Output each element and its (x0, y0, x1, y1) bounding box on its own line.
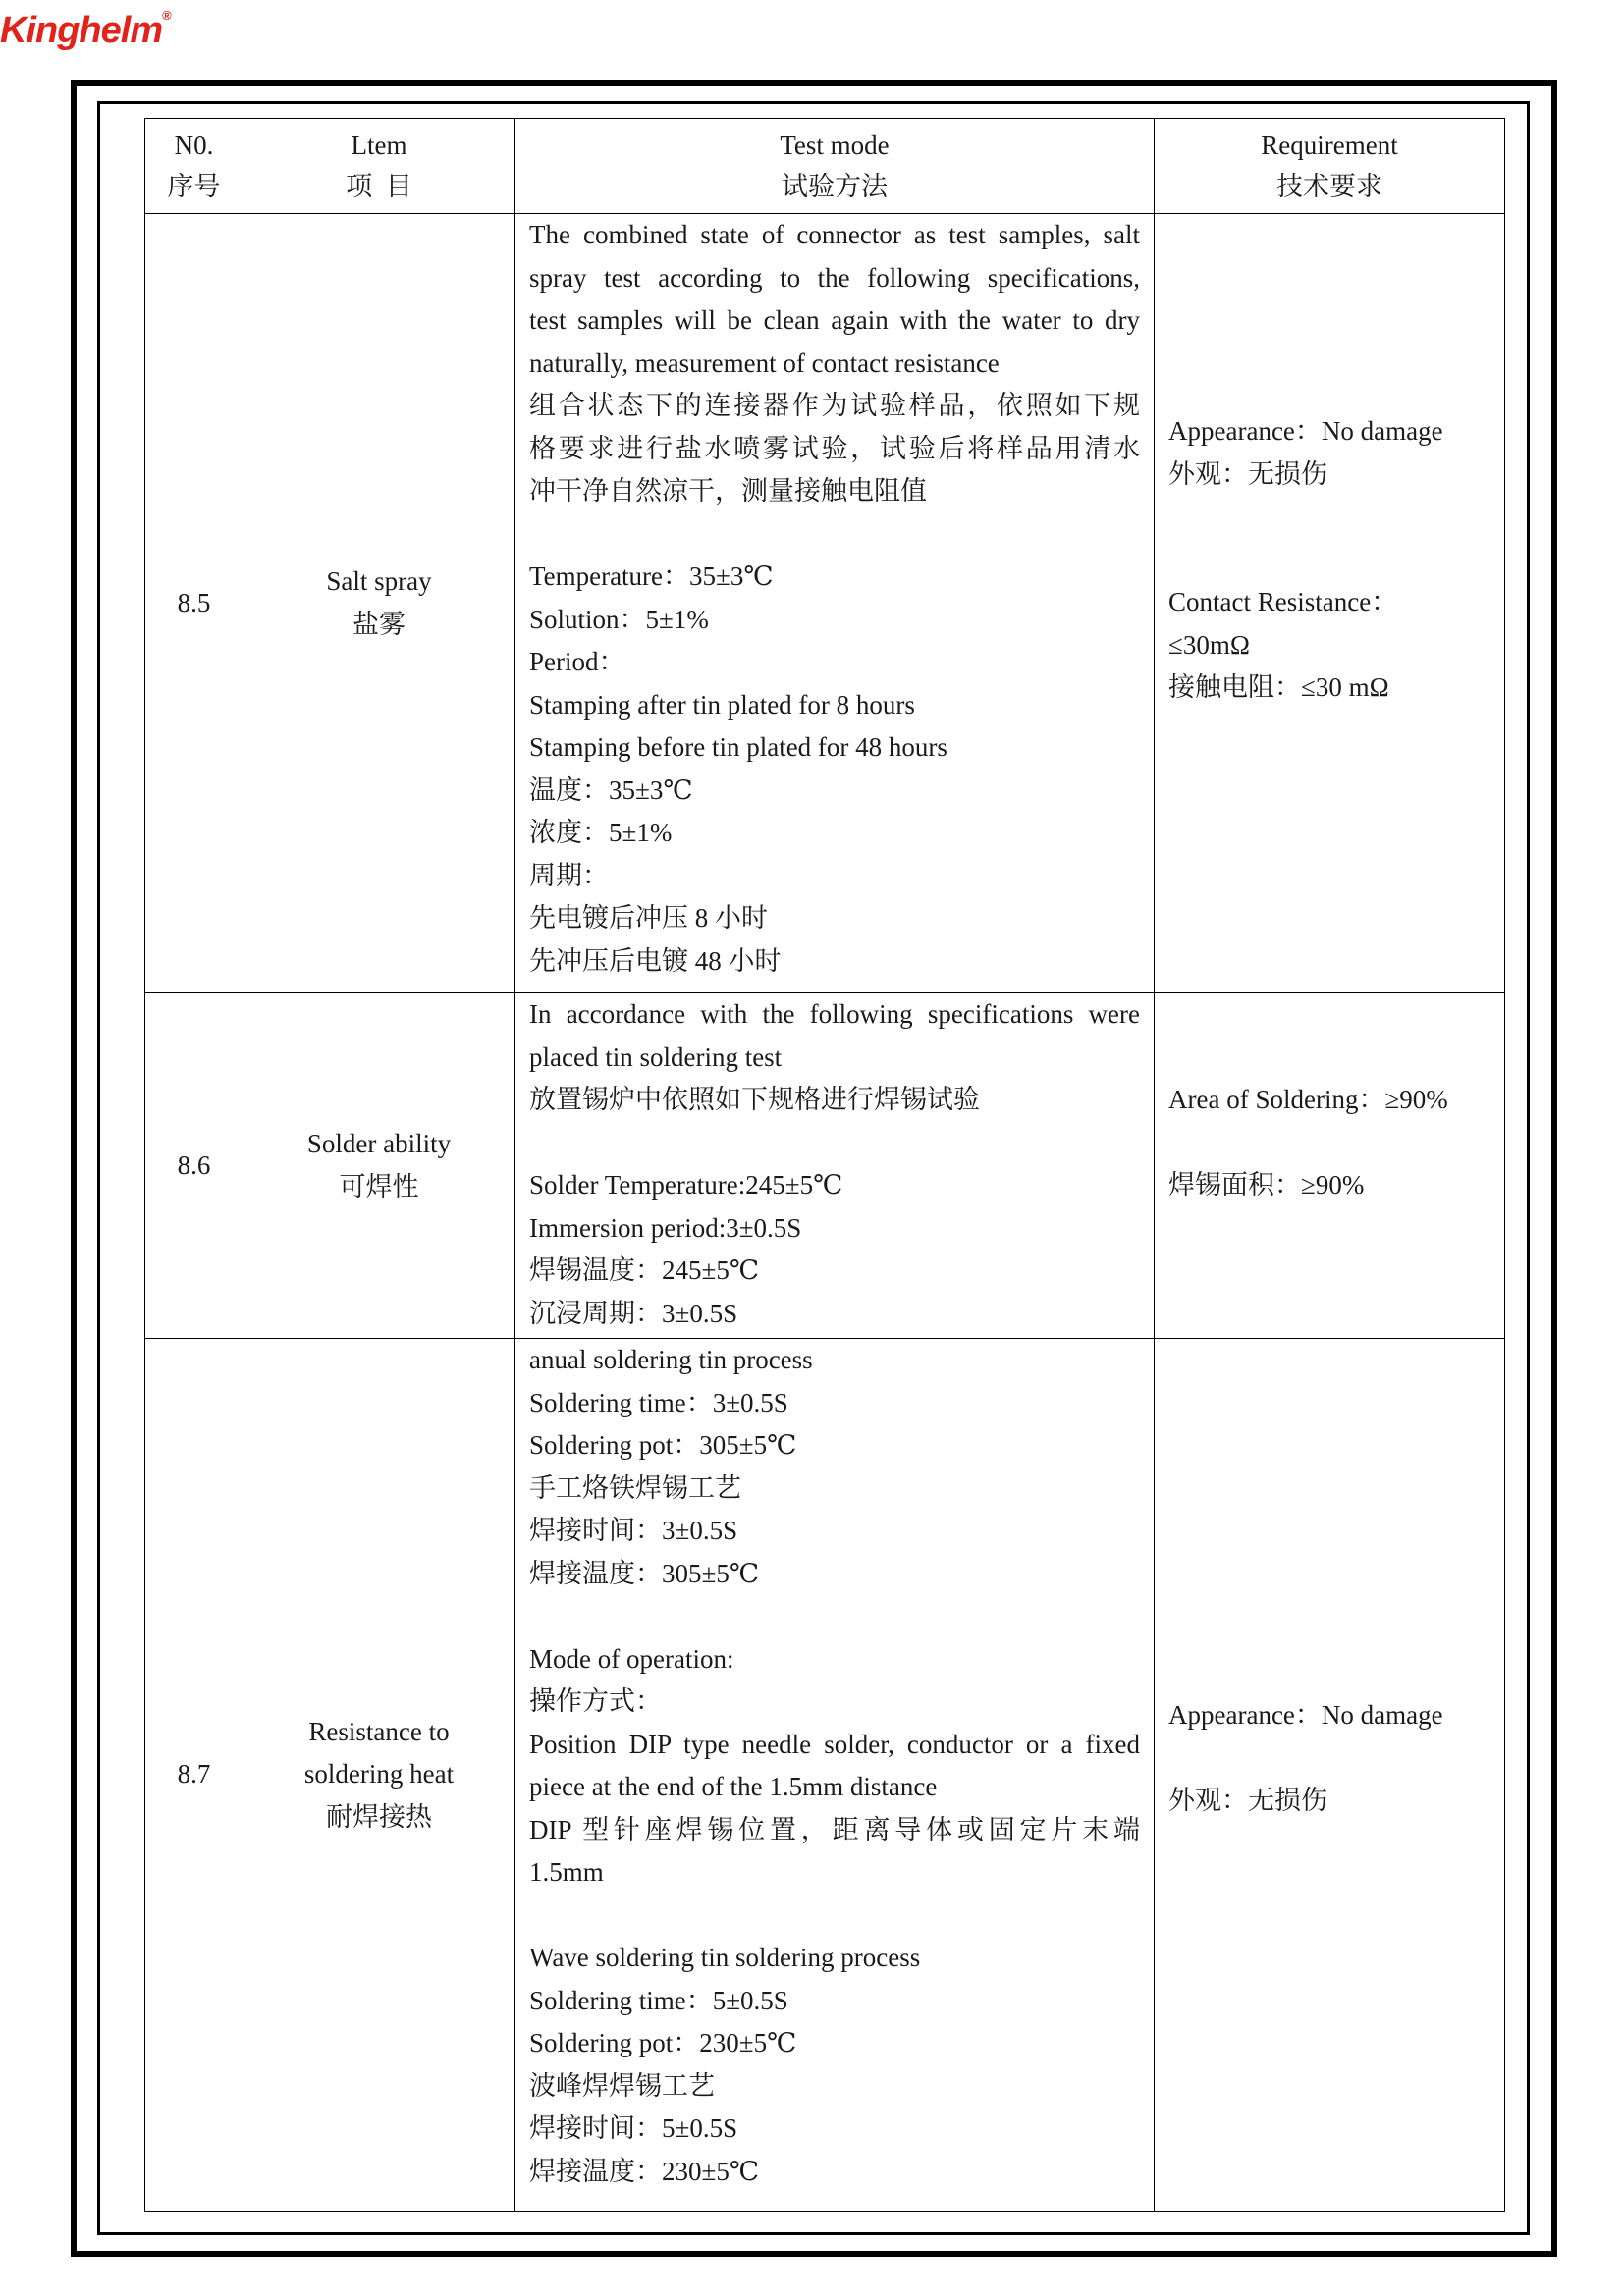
spacer (529, 1895, 1140, 1938)
text-line: 技术要求 (1276, 172, 1382, 201)
text-line: 组合状态下的连接器作为试验样品，依照如下规 (529, 391, 1140, 420)
header-test-mode (515, 119, 1155, 214)
text-line: Solder Temperature:245±5℃ (529, 1170, 843, 1200)
text-line: 可焊性 (339, 1171, 419, 1201)
text-line: 焊锡温度：245±5℃ (529, 1255, 760, 1285)
text-line: piece at the end of the 1.5mm distance (529, 1772, 938, 1801)
text-line: DIP 型针座焊锡位置，距离导体或固定片末端 (529, 1814, 1140, 1844)
text-line: Ltem (351, 131, 407, 160)
text-line: Wave soldering tin soldering process (529, 1943, 921, 1972)
brand-name: Kinghelm (0, 10, 163, 51)
text-line: Period： (529, 647, 625, 676)
spacer (1168, 1737, 1490, 1781)
text-line: Stamping after tin plated for 8 hours (529, 689, 915, 720)
header-item (243, 119, 515, 214)
text-line: 焊接时间：3±0.5S (529, 1516, 738, 1545)
text-line: In accordance with the following specifications were (529, 999, 1140, 1029)
spacer (1168, 539, 1490, 582)
spacer (529, 513, 1140, 557)
text-line: test samples will be clean again with the water to dry (529, 305, 1140, 335)
text-line: 焊接时间：5±0.5S (529, 2113, 738, 2143)
text-line: Soldering time：5±0.5S (529, 1985, 788, 2015)
text-line: Appearance：No damage (1168, 416, 1443, 446)
text-line: 外观：无损伤 (1168, 1786, 1327, 1815)
text-line: naturally, measurement of contact resistance (529, 347, 1000, 378)
row-number: 8.5 (145, 214, 243, 993)
spacer (1168, 1122, 1490, 1165)
text-line: Soldering time：3±0.5S (529, 1387, 788, 1417)
spacer (1168, 496, 1490, 539)
text-line: 序号 (167, 172, 221, 201)
text-line: Test mode (780, 131, 890, 160)
text-line: Soldering pot：305±5℃ (529, 1430, 797, 1460)
table-row-8-6 (145, 993, 1505, 1339)
text-line: 先电镀后冲压 8 小时 (529, 903, 768, 933)
text-line: Stamping before tin plated for 48 hours (529, 732, 947, 762)
row-number: 8.6 (145, 993, 243, 1339)
text-line: 冲干净自然凉干，测量接触电阻值 (529, 476, 927, 506)
text-line: Mode of operation: (529, 1643, 734, 1674)
text-line: 盐雾 (352, 609, 406, 639)
text-line: anual soldering tin process (529, 1345, 813, 1374)
text-line: Solution：5±1% (529, 604, 709, 634)
row-requirement (1155, 993, 1505, 1339)
text-line: N0. (174, 131, 214, 160)
text-line: 项 目 (346, 172, 412, 201)
text-line: 操作方式： (529, 1686, 662, 1716)
row-item (243, 1339, 515, 2212)
text-line: 手工烙铁焊锡工艺 (529, 1472, 741, 1503)
text-line: Solder ability (306, 1129, 452, 1158)
text-line: 试验方法 (782, 172, 888, 201)
text-line: Appearance：No damage (1168, 1700, 1443, 1730)
text-line: ≤30mΩ (1168, 629, 1250, 660)
text-line: 焊接温度：230±5℃ (529, 2156, 760, 2186)
text-line: Soldering pot：230±5℃ (529, 2028, 797, 2057)
row-test-mode (515, 993, 1155, 1339)
text-line: 周期： (529, 860, 609, 890)
text-line: 放置锡炉中依照如下规格进行焊锡试验 (529, 1085, 980, 1114)
text-line: Temperature：35±3℃ (529, 561, 774, 591)
row-requirement (1155, 214, 1505, 993)
text-line: Requirement (1261, 131, 1398, 160)
header-requirement (1155, 119, 1505, 214)
text-line: Resistance to (308, 1716, 450, 1746)
text-line: Contact Resistance： (1168, 587, 1398, 616)
table-row-8-5 (145, 214, 1505, 993)
text-line: 1.5mm (529, 1857, 604, 1887)
text-line: Immersion period:3±0.5S (529, 1212, 802, 1243)
text-line: 温度：35±3℃ (529, 774, 693, 805)
text-line: 波峰焊焊锡工艺 (529, 2070, 715, 2101)
text-line: 耐焊接热 (326, 1801, 432, 1832)
spacer (529, 1595, 1140, 1638)
spacer (529, 1122, 1140, 1165)
header-row (145, 119, 1505, 214)
text-line: placed tin soldering test (529, 1041, 783, 1072)
registered-mark: ® (162, 8, 171, 23)
row-requirement (1155, 1339, 1505, 2212)
text-line: Area of Soldering：≥90% (1168, 1085, 1448, 1114)
text-line: spray test according to the following specifications, (529, 262, 1140, 293)
text-line: 沉浸周期：3±0.5S (529, 1298, 738, 1328)
text-line: The combined state of connector as test samples, salt (529, 220, 1140, 249)
text-line: 焊锡面积：≥90% (1168, 1170, 1365, 1200)
text-line: 焊接温度：305±5℃ (529, 1558, 760, 1588)
text-line: 先冲压后电镀 48 小时 (529, 945, 782, 976)
text-line: 接触电阻：≤30 mΩ (1168, 672, 1389, 702)
text-line: soldering heat (303, 1759, 455, 1789)
table-row-8-7 (145, 1339, 1505, 2212)
row-number: 8.7 (145, 1339, 243, 2212)
text-line: Salt spray (326, 566, 432, 596)
row-item (243, 214, 515, 993)
text-line: 外观：无损伤 (1168, 458, 1327, 489)
test-spec-table (144, 118, 1505, 2212)
text-line: Position DIP type needle solder, conductor or a fixed (529, 1729, 1140, 1759)
row-item (243, 993, 515, 1339)
header-no (145, 119, 243, 214)
row-test-mode (515, 1339, 1155, 2212)
kinghelm-logo (0, 10, 171, 52)
text-line: 格要求进行盐水喷雾试验，试验后将样品用清水 (529, 433, 1140, 463)
text-line: 浓度：5±1% (529, 818, 673, 847)
row-test-mode (515, 214, 1155, 993)
